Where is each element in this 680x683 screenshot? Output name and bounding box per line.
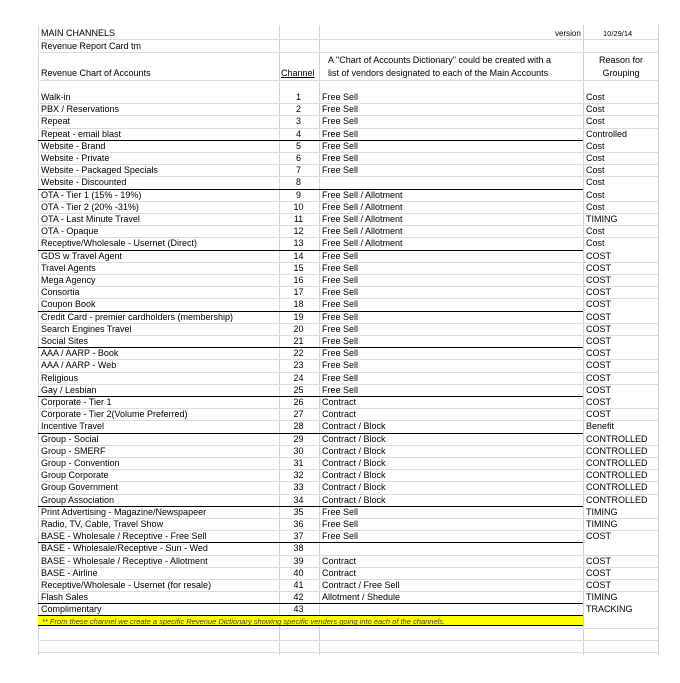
grouping-reason-cell: Cost [586,165,605,176]
channel-number-cell: 25 [293,384,304,395]
account-cell: Group - SMERF [41,445,106,456]
table-row [0,176,680,188]
grouping-reason-cell: Cost [586,201,605,212]
table-row [0,494,680,506]
account-cell: Group Association [41,494,115,505]
account-cell: AAA / AARP - Book [41,348,119,359]
table-row [0,579,680,591]
channel-number-cell: 35 [293,506,304,517]
distribution-type-cell: Allotment / Shedule [322,592,401,603]
channel-number-cell: 43 [293,604,304,615]
table-row [0,225,680,237]
table-row [0,201,680,213]
account-cell: Credit Card - premier cardholders (membership) [41,311,234,322]
distribution-type-cell: Contract / Block [322,494,386,505]
distribution-type-cell: Free Sell [322,250,359,261]
account-cell: Consortia [41,287,80,298]
table-row [0,347,680,359]
account-cell: BASE - Airline [41,567,98,578]
distribution-type-cell: Free Sell [322,299,359,310]
grouping-reason-cell: COST [586,299,612,310]
table-row [0,274,680,286]
channel-number-cell: 4 [295,128,301,139]
channel-number-cell: 39 [293,555,304,566]
distribution-type-cell: Free Sell / Allotment [322,189,403,200]
channel-number-cell: 23 [293,360,304,371]
distribution-type-cell: Free Sell [322,323,359,334]
distribution-type-cell: Free Sell [322,92,359,102]
channel-number-cell: 1 [295,92,301,102]
table-row [0,140,680,152]
column-header-reason-line1: Reason for [598,55,644,65]
grouping-reason-cell: COST [586,287,612,298]
version-date: 10/29/14 [603,29,633,38]
channel-number-cell: 34 [293,494,304,505]
account-cell: Social Sites [41,336,89,346]
channel-number-cell: 32 [293,470,304,481]
distribution-type-cell: Contract [322,409,357,420]
table-row [0,457,680,469]
account-cell: AAA / AARP - Web [41,360,117,371]
account-cell: PBX / Reservations [41,104,120,115]
account-cell: Print Advertising - Magazine/Newspapeer [41,506,207,517]
grouping-reason-cell: COST [586,397,612,407]
channel-number-cell: 11 [293,214,304,224]
grouping-reason-cell: COST [586,275,612,285]
version-label: version [555,29,581,38]
account-cell: Walk-in [41,92,71,102]
account-cell: Radio, TV, Cable, Travel Show [41,519,164,529]
grouping-reason-cell: COST [586,262,612,273]
table-row [0,115,680,127]
grouping-reason-cell: Cost [586,238,605,249]
account-cell: Corporate - Tier 1 [41,397,112,407]
account-cell: Website - Private [41,153,110,163]
grouping-reason-cell: TIMING [586,592,618,603]
grouping-reason-cell: CONTROLLED [586,470,648,481]
distribution-type-cell: Free Sell / Allotment [322,214,403,224]
channel-number-cell: 24 [293,372,304,383]
grouping-reason-cell: COST [586,372,612,383]
distribution-type-cell: Free Sell [322,348,359,359]
column-header-type-line2: list of vendors designated to each of the Main Accounts [328,68,549,78]
channel-number-cell: 17 [293,287,304,298]
distribution-type-cell: Contract / Block [322,482,386,493]
grouping-reason-cell: COST [586,311,612,322]
account-cell: Group - Social [41,433,99,444]
account-cell: OTA - Tier 2 (20% -31%) [41,201,139,212]
distribution-type-cell: Free Sell [322,128,359,139]
table-row [0,286,680,298]
grouping-reason-cell: COST [586,360,612,371]
channel-number-cell: 37 [293,531,304,542]
distribution-type-cell: Free Sell [322,140,359,151]
channel-number-cell: 22 [293,348,304,359]
table-row [0,164,680,176]
account-cell: Search Engines Travel [41,323,132,334]
grouping-reason-cell: TIMING [586,214,618,224]
table-row [0,189,680,201]
account-cell: OTA - Tier 1 (15% - 19%) [41,189,142,200]
channel-number-cell: 20 [293,323,304,334]
channel-number-cell: 26 [293,397,304,407]
table-row [0,335,680,347]
distribution-type-cell: Free Sell / Allotment [322,201,403,212]
channel-number-cell: 16 [293,275,304,285]
grouping-reason-cell: CONTROLLED [586,482,648,493]
table-row [0,152,680,164]
grouping-reason-cell: COST [586,250,612,261]
channel-number-cell: 6 [295,153,301,163]
account-cell: OTA - Last Minute Travel [41,214,140,224]
account-cell: BASE - Wholesale/Receptive - Sun - Wed [41,543,208,554]
column-header-account: Revenue Chart of Accounts [41,68,151,78]
grouping-reason-cell: COST [586,567,612,578]
distribution-type-cell: Free Sell [322,506,359,517]
account-cell: Religious [41,372,79,383]
channel-number-cell: 38 [293,543,304,554]
account-cell: Group - Convention [41,458,120,468]
account-cell: Gay / Lesbian [41,384,97,395]
account-cell: GDS w Travel Agent [41,250,123,261]
table-row [0,213,680,225]
distribution-type-cell: Free Sell [322,372,359,383]
grouping-reason-cell: Benefit [586,421,615,432]
channel-number-cell: 5 [295,140,301,151]
account-cell: Website - Discounted [41,177,127,188]
account-cell: Corporate - Tier 2(Volume Preferred) [41,409,188,420]
distribution-type-cell: Free Sell [322,384,359,395]
grouping-reason-cell: Cost [586,140,605,151]
grouping-reason-cell: COST [586,555,612,566]
grouping-reason-cell: COST [586,580,612,590]
account-cell: Group Corporate [41,470,109,481]
account-cell: OTA - Opaque [41,226,99,237]
grid-row-line [38,52,658,53]
distribution-type-cell: Free Sell [322,519,359,529]
table-row [0,542,680,554]
grouping-reason-cell: Cost [586,189,605,200]
table-row [0,555,680,567]
grouping-reason-cell: TIMING [586,506,618,517]
account-cell: Mega Agency [41,275,96,285]
account-cell: Receptive/Wholesale - Usernet (for resale) [41,580,212,590]
account-cell: Coupon Book [41,299,96,310]
channel-number-cell: 2 [295,104,301,115]
distribution-type-cell: Contract [322,397,357,407]
grouping-reason-cell: TIMING [586,519,618,529]
distribution-type-cell: Free Sell / Allotment [322,238,403,249]
grouping-reason-cell: CONTROLLED [586,445,648,456]
table-row [0,359,680,371]
channel-number-cell: 12 [293,226,304,237]
distribution-type-cell: Free Sell [322,153,359,163]
channel-number-cell: 33 [293,482,304,493]
grouping-reason-cell: COST [586,531,612,542]
channel-number-cell: 29 [293,433,304,444]
distribution-type-cell: Free Sell [322,336,359,346]
table-row [0,481,680,493]
account-cell: BASE - Wholesale / Receptive - Free Sell [41,531,207,542]
account-cell: Repeat - email blast [41,128,122,139]
table-row [0,103,680,115]
grid-row-line [38,80,658,81]
channel-number-cell: 14 [293,250,304,261]
channel-number-cell: 19 [293,311,304,322]
grouping-reason-cell: Controlled [586,128,628,139]
column-header-reason-line2: Grouping [602,68,640,78]
distribution-type-cell: Free Sell / Allotment [322,226,403,237]
table-row [0,567,680,579]
grid-row-line [38,628,658,629]
column-header-channel: Channel [281,68,315,78]
table-row [0,128,680,140]
channel-number-cell: 36 [293,519,304,529]
table-row [0,591,680,603]
distribution-type-cell: Free Sell [322,262,359,273]
table-row [0,372,680,384]
account-cell: Repeat [41,116,71,127]
sheet-subtitle: Revenue Report Card tm [41,41,142,51]
table-row [0,518,680,530]
grouping-reason-cell: Cost [586,104,605,115]
table-row [0,408,680,420]
distribution-type-cell: Free Sell [322,275,359,285]
table-row [0,311,680,323]
table-row [0,298,680,310]
distribution-type-cell: Contract / Block [322,445,386,456]
distribution-type-cell: Free Sell [322,531,359,542]
table-row [0,469,680,481]
channel-number-cell: 21 [293,336,304,346]
table-row [0,445,680,457]
distribution-type-cell: Free Sell [322,104,359,115]
distribution-type-cell: Contract / Block [322,458,386,468]
channel-number-cell: 15 [293,262,304,273]
grouping-reason-cell: CONTROLLED [586,494,648,505]
distribution-type-cell: Free Sell [322,116,359,127]
grouping-reason-cell: Cost [586,92,605,102]
grouping-reason-cell: COST [586,348,612,359]
channel-number-cell: 27 [293,409,304,420]
table-row [0,262,680,274]
account-cell: Receptive/Wholesale - Usernet (Direct) [41,238,198,249]
table-row [0,237,680,249]
channel-number-cell: 31 [293,458,304,468]
grouping-reason-cell: CONTROLLED [586,433,648,444]
grouping-reason-cell: COST [586,336,612,346]
account-cell: Website - Brand [41,140,106,151]
grouping-reason-cell: Cost [586,177,605,188]
sheet-title: MAIN CHANNELS [41,28,116,38]
grouping-reason-cell: CONTROLLED [586,458,648,468]
grid-row-line [38,640,658,641]
table-row [0,384,680,396]
table-row [0,323,680,335]
account-cell: Group Government [41,482,119,493]
distribution-type-cell: Contract / Block [322,421,386,432]
distribution-type-cell: Contract [322,567,357,578]
table-row [0,396,680,408]
distribution-type-cell: Contract [322,555,357,566]
table-row [0,603,680,615]
channel-number-cell: 10 [293,201,304,212]
distribution-type-cell: Contract / Block [322,433,386,444]
grouping-reason-cell: COST [586,409,612,420]
channel-number-cell: 7 [295,165,301,176]
channel-number-cell: 3 [295,116,301,127]
table-row [0,506,680,518]
account-cell: Travel Agents [41,262,96,273]
table-row [0,530,680,542]
distribution-type-cell: Free Sell [322,287,359,298]
distribution-type-cell: Free Sell [322,311,359,322]
grouping-reason-cell: COST [586,323,612,334]
account-cell: BASE - Wholesale / Receptive - Allotment [41,555,208,566]
channel-number-cell: 40 [293,567,304,578]
account-cell: Flash Sales [41,592,89,603]
channel-number-cell: 18 [293,299,304,310]
channel-number-cell: 41 [293,580,304,590]
distribution-type-cell: Free Sell [322,165,359,176]
table-row [0,420,680,432]
channel-number-cell: 9 [295,189,301,200]
channel-number-cell: 42 [293,592,304,603]
grouping-reason-cell: COST [586,384,612,395]
footnote: ** From these channel we create a specific Revenue Dictionary showing specific venders going into each of the channels. [38,615,583,626]
table-row [0,250,680,262]
channel-number-cell: 30 [293,445,304,456]
column-header-type-line1: A "Chart of Accounts Dictionary" could be created with a [328,55,552,65]
account-cell: Complimentary [41,604,102,615]
grid-row-line [38,652,658,653]
distribution-type-cell: Contract / Block [322,470,386,481]
grouping-reason-cell: Cost [586,226,605,237]
account-cell: Incentive Travel [41,421,105,432]
channel-number-cell: 8 [295,177,301,188]
table-row [0,433,680,445]
distribution-type-cell: Contract / Free Sell [322,580,400,590]
account-cell: Website - Packaged Specials [41,165,158,176]
channel-number-cell: 13 [293,238,304,249]
distribution-type-cell: Free Sell [322,360,359,371]
grouping-reason-cell: TRACKING [586,604,633,615]
grouping-reason-cell: Cost [586,116,605,127]
table-row [0,91,680,103]
grouping-reason-cell: Cost [586,153,605,163]
channel-number-cell: 28 [293,421,304,432]
